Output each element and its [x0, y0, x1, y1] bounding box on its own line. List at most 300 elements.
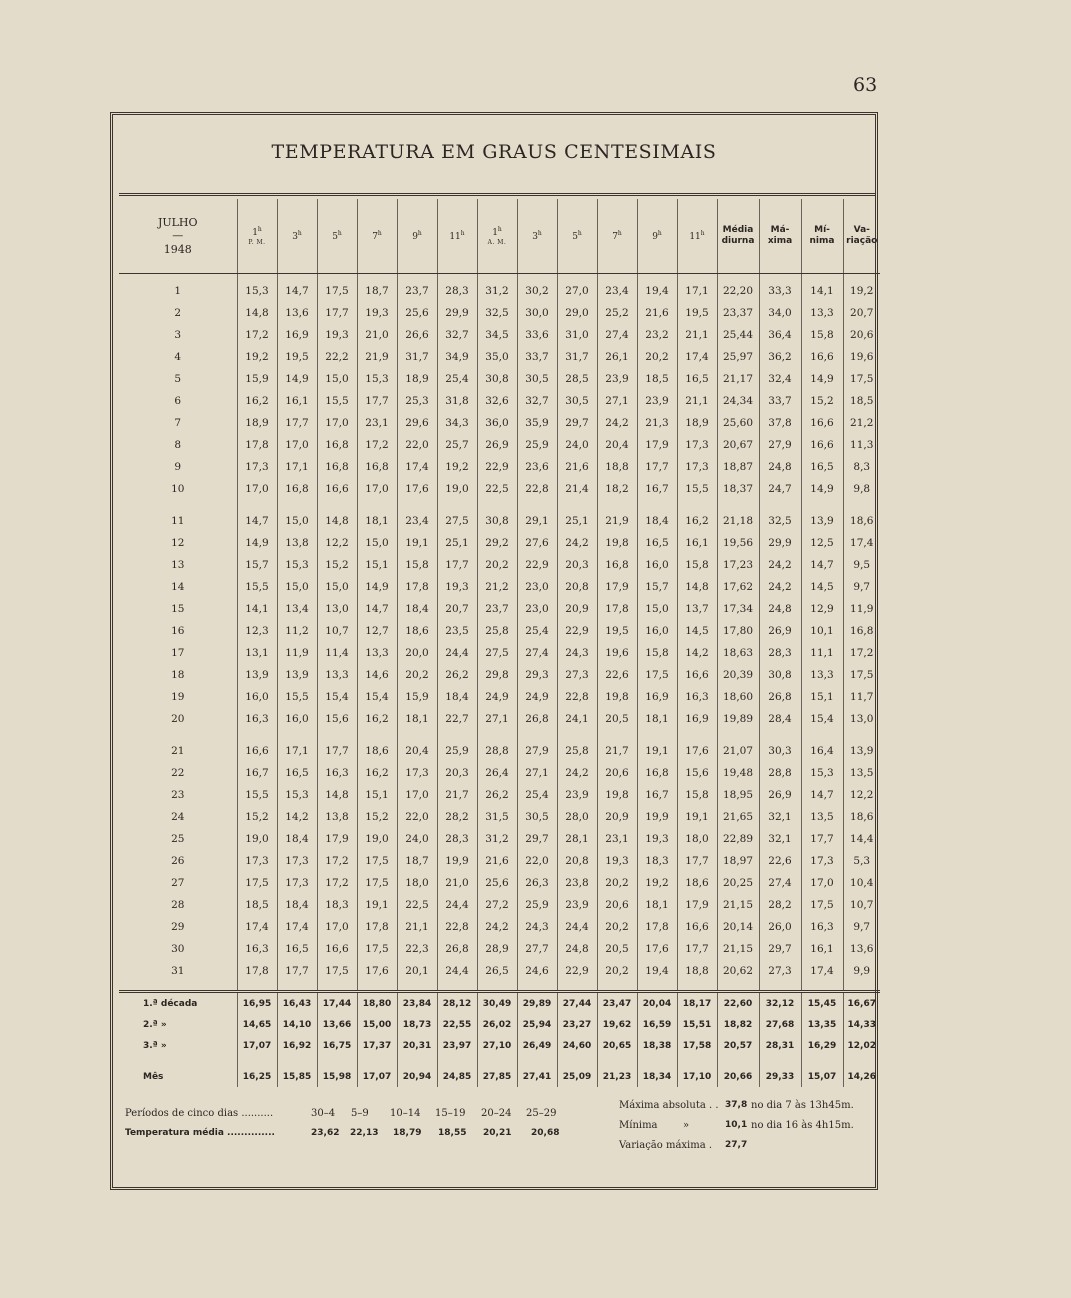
value-cell: 20,2	[477, 554, 517, 576]
day-cell: 18	[171, 669, 185, 681]
value-cell: 17,5	[357, 938, 397, 960]
value-cell: 17,6	[677, 740, 717, 762]
value-cell: 22,8	[557, 686, 597, 708]
value-cell: 16,2	[357, 708, 397, 730]
value-cell: 13,9	[237, 664, 277, 686]
value-cell: 17,7	[277, 960, 317, 982]
value-cell: 27,3	[557, 664, 597, 686]
value-cell: 16,4	[801, 740, 843, 762]
spacer-cell	[843, 982, 880, 992]
value-cell: 14,9	[277, 368, 317, 390]
value-cell: 25,8	[557, 740, 597, 762]
summary-value: 20,04	[637, 992, 677, 1015]
spacer-cell	[843, 730, 880, 740]
day-cell: 1	[174, 285, 182, 297]
value-cell: 17,3	[801, 850, 843, 872]
value-cell: 24,3	[517, 916, 557, 938]
value-cell: 17,7	[317, 302, 357, 324]
spacer-cell	[237, 1056, 277, 1066]
value-cell: 24,0	[557, 434, 597, 456]
value-cell: 22,3	[397, 938, 437, 960]
summary-value: 16,75	[317, 1035, 357, 1056]
summary-value: 17,44	[317, 992, 357, 1015]
value-cell: 17,3	[677, 456, 717, 478]
value-cell: 22,5	[477, 478, 517, 500]
summary-row	[119, 1035, 880, 1056]
value-cell: 18,6	[843, 806, 880, 828]
value-cell: 26,8	[437, 938, 477, 960]
value-cell: 17,7	[801, 828, 843, 850]
value-cell: 34,5	[477, 324, 517, 346]
value-cell: 18,97	[717, 850, 759, 872]
value-cell: 19,89	[717, 708, 759, 730]
value-cell: 24,6	[517, 960, 557, 982]
value-cell: 25,8	[477, 620, 517, 642]
value-cell: 13,3	[357, 642, 397, 664]
value-cell: 26,2	[437, 664, 477, 686]
value-cell: 17,8	[637, 916, 677, 938]
value-cell: 14,5	[801, 576, 843, 598]
value-cell: 14,8	[317, 510, 357, 532]
value-cell: 17,5	[357, 850, 397, 872]
value-cell: 17,6	[357, 960, 397, 982]
value-cell: 17,6	[397, 478, 437, 500]
value-cell: 17,7	[677, 850, 717, 872]
value-cell: 24,2	[477, 916, 517, 938]
value-cell: 18,4	[277, 828, 317, 850]
value-cell: 23,7	[397, 280, 437, 302]
spacer-cell	[557, 500, 597, 510]
value-cell: 29,8	[477, 664, 517, 686]
value-cell: 14,6	[357, 664, 397, 686]
value-cell: 20,67	[717, 434, 759, 456]
day-cell: 5	[174, 373, 182, 385]
value-cell: 14,5	[677, 620, 717, 642]
value-cell: 23,0	[517, 576, 557, 598]
spacer-cell	[357, 1056, 397, 1066]
summary-value: 20,65	[597, 1035, 637, 1056]
value-cell: 30,5	[517, 368, 557, 390]
day-cell: 7	[174, 417, 182, 429]
value-cell: 18,0	[397, 872, 437, 894]
value-cell: 21,6	[477, 850, 517, 872]
value-cell: 30,8	[477, 368, 517, 390]
value-cell: 28,3	[437, 828, 477, 850]
value-cell: 22,9	[557, 960, 597, 982]
spacer-cell	[517, 982, 557, 992]
value-cell: 13,9	[277, 664, 317, 686]
value-cell: 22,9	[477, 456, 517, 478]
summary-value: 18,38	[637, 1035, 677, 1056]
value-cell: 22,8	[517, 478, 557, 500]
value-cell: 10,7	[317, 620, 357, 642]
value-cell: 33,7	[759, 390, 801, 412]
value-cell: 15,3	[357, 368, 397, 390]
value-cell: 21,0	[437, 872, 477, 894]
summary-value: 16,59	[637, 1014, 677, 1035]
value-cell: 17,5	[843, 664, 880, 686]
value-cell: 16,7	[637, 784, 677, 806]
value-cell: 9,5	[843, 554, 880, 576]
maxima-header: Má- xima	[759, 199, 801, 274]
day-cell: 10	[171, 483, 185, 495]
value-cell: 16,3	[237, 938, 277, 960]
value-cell: 18,1	[637, 894, 677, 916]
value-cell: 19,4	[637, 960, 677, 982]
value-cell: 19,2	[437, 456, 477, 478]
table-row	[119, 642, 880, 664]
value-cell: 17,1	[277, 456, 317, 478]
value-cell: 16,5	[277, 762, 317, 784]
value-cell: 25,6	[397, 302, 437, 324]
spacer-cell	[801, 1056, 843, 1066]
value-cell: 20,9	[557, 598, 597, 620]
value-cell: 27,6	[517, 532, 557, 554]
value-cell: 30,3	[759, 740, 801, 762]
value-cell: 18,1	[637, 708, 677, 730]
value-cell: 28,2	[759, 894, 801, 916]
value-cell: 27,1	[597, 390, 637, 412]
value-cell: 19,1	[357, 894, 397, 916]
value-cell: 22,7	[437, 708, 477, 730]
day-cell: 6	[174, 395, 182, 407]
value-cell: 17,8	[597, 598, 637, 620]
spacer-cell	[397, 500, 437, 510]
summary-value: 13,66	[317, 1014, 357, 1035]
value-cell: 11,4	[317, 642, 357, 664]
spacer-cell	[357, 982, 397, 992]
value-cell: 22,6	[597, 664, 637, 686]
value-cell: 16,3	[317, 762, 357, 784]
value-cell: 13,8	[317, 806, 357, 828]
summary-value: 21,23	[597, 1066, 637, 1087]
value-cell: 21,9	[597, 510, 637, 532]
summary-value: 13,35	[801, 1014, 843, 1035]
table-row	[119, 872, 880, 894]
value-cell: 16,2	[677, 510, 717, 532]
value-cell: 24,4	[437, 894, 477, 916]
value-cell: 22,9	[517, 554, 557, 576]
value-cell: 16,0	[277, 708, 317, 730]
value-cell: 27,4	[597, 324, 637, 346]
value-cell: 30,8	[759, 664, 801, 686]
media-diurna-header: Média diurna	[717, 199, 759, 274]
table-row	[119, 434, 880, 456]
temp-media-value: 18,79	[393, 1128, 422, 1138]
value-cell: 24,2	[557, 532, 597, 554]
value-cell: 17,4	[843, 532, 880, 554]
value-cell: 21,6	[557, 456, 597, 478]
value-cell: 24,4	[437, 642, 477, 664]
value-cell: 22,9	[557, 620, 597, 642]
summary-value: 14,65	[237, 1014, 277, 1035]
value-cell: 15,8	[677, 784, 717, 806]
summary-value: 22,60	[717, 992, 759, 1015]
value-cell: 12,7	[357, 620, 397, 642]
summary-value: 30,49	[477, 992, 517, 1015]
min-ditto: »	[683, 1120, 690, 1131]
value-cell: 18,9	[397, 368, 437, 390]
spacer-cell	[801, 982, 843, 992]
period-value: 15–19	[435, 1108, 466, 1119]
value-cell: 17,0	[397, 784, 437, 806]
value-cell: 20,6	[843, 324, 880, 346]
summary-row	[119, 1014, 880, 1035]
value-cell: 29,7	[517, 828, 557, 850]
am-label: A. M.	[487, 238, 507, 246]
value-cell: 17,3	[237, 850, 277, 872]
value-cell: 29,0	[557, 302, 597, 324]
value-cell: 28,8	[477, 740, 517, 762]
spacer-cell	[843, 1056, 880, 1066]
spacer-cell	[317, 500, 357, 510]
summary-value: 14,33	[843, 1014, 880, 1035]
value-cell: 26,9	[759, 620, 801, 642]
value-cell: 17,0	[801, 872, 843, 894]
value-cell: 25,1	[557, 510, 597, 532]
value-cell: 17,5	[317, 960, 357, 982]
summary-value: 14,10	[277, 1014, 317, 1035]
value-cell: 20,2	[637, 346, 677, 368]
value-cell: 22,2	[317, 346, 357, 368]
spacer-cell	[237, 982, 277, 992]
value-cell: 23,1	[597, 828, 637, 850]
value-cell: 15,5	[677, 478, 717, 500]
value-cell: 11,3	[843, 434, 880, 456]
value-cell: 10,7	[843, 894, 880, 916]
table-row	[119, 510, 880, 532]
spacer-cell	[717, 730, 759, 740]
value-cell: 26,8	[517, 708, 557, 730]
value-cell: 17,2	[317, 872, 357, 894]
value-cell: 20,2	[397, 664, 437, 686]
value-cell: 15,3	[277, 784, 317, 806]
value-cell: 19,3	[357, 302, 397, 324]
value-cell: 16,5	[277, 938, 317, 960]
value-cell: 21,07	[717, 740, 759, 762]
value-cell: 25,60	[717, 412, 759, 434]
value-cell: 29,1	[517, 510, 557, 532]
value-cell: 24,1	[557, 708, 597, 730]
value-cell: 27,4	[517, 642, 557, 664]
value-cell: 34,9	[437, 346, 477, 368]
value-cell: 17,9	[597, 576, 637, 598]
table-row	[119, 806, 880, 828]
value-cell: 34,3	[437, 412, 477, 434]
value-cell: 23,9	[637, 390, 677, 412]
value-cell: 17,0	[277, 434, 317, 456]
decade-gap-row	[119, 500, 880, 510]
value-cell: 17,4	[677, 346, 717, 368]
value-cell: 28,1	[557, 828, 597, 850]
spacer-cell	[557, 730, 597, 740]
spacer-cell	[843, 500, 880, 510]
value-cell: 27,5	[477, 642, 517, 664]
day-cell: 29	[171, 921, 185, 933]
value-cell: 16,8	[637, 762, 677, 784]
value-cell: 18,87	[717, 456, 759, 478]
value-cell: 20,2	[597, 916, 637, 938]
value-cell: 16,6	[801, 412, 843, 434]
value-cell: 19,8	[597, 784, 637, 806]
value-cell: 25,7	[437, 434, 477, 456]
summary-value: 20,66	[717, 1066, 759, 1087]
value-cell: 17,3	[677, 434, 717, 456]
summary-value: 17,10	[677, 1066, 717, 1087]
value-cell: 15,5	[277, 686, 317, 708]
value-cell: 20,6	[597, 762, 637, 784]
value-cell: 21,0	[357, 324, 397, 346]
value-cell: 19,8	[597, 532, 637, 554]
value-cell: 15,5	[237, 784, 277, 806]
value-cell: 14,9	[801, 478, 843, 500]
value-cell: 19,2	[637, 872, 677, 894]
value-cell: 17,2	[317, 850, 357, 872]
day-cell: 27	[171, 877, 185, 889]
table-row	[119, 894, 880, 916]
value-cell: 30,0	[517, 302, 557, 324]
max-abs-when: no dia 7 às 13h45m.	[751, 1100, 854, 1111]
value-cell: 21,7	[437, 784, 477, 806]
value-cell: 21,1	[677, 324, 717, 346]
value-cell: 20,3	[557, 554, 597, 576]
value-cell: 20,4	[397, 740, 437, 762]
value-cell: 16,9	[677, 708, 717, 730]
value-cell: 15,0	[357, 532, 397, 554]
value-cell: 17,3	[397, 762, 437, 784]
value-cell: 20,5	[597, 708, 637, 730]
value-cell: 30,5	[517, 806, 557, 828]
value-cell: 25,9	[437, 740, 477, 762]
value-cell: 15,3	[237, 280, 277, 302]
table-row	[119, 456, 880, 478]
value-cell: 18,4	[437, 686, 477, 708]
value-cell: 23,1	[357, 412, 397, 434]
summary-value: 16,92	[277, 1035, 317, 1056]
value-cell: 14,7	[357, 598, 397, 620]
value-cell: 20,25	[717, 872, 759, 894]
temperature-table	[119, 199, 880, 1087]
summary-value: 15,85	[277, 1066, 317, 1087]
value-cell: 14,7	[801, 784, 843, 806]
value-cell: 25,44	[717, 324, 759, 346]
hour-header: 3$^h$	[277, 199, 317, 274]
value-cell: 17,8	[237, 960, 277, 982]
summary-value: 25,09	[557, 1066, 597, 1087]
value-cell: 9,9	[843, 960, 880, 982]
table-row	[119, 938, 880, 960]
value-cell: 19,9	[437, 850, 477, 872]
value-cell: 15,4	[317, 686, 357, 708]
spacer-cell	[517, 1056, 557, 1066]
period-value: 30–4	[311, 1108, 336, 1119]
spacer-cell	[517, 500, 557, 510]
value-cell: 25,6	[477, 872, 517, 894]
spacer-cell	[477, 500, 517, 510]
value-cell: 12,5	[801, 532, 843, 554]
value-cell: 20,6	[597, 894, 637, 916]
value-cell: 20,3	[437, 762, 477, 784]
value-cell: 17,7	[437, 554, 477, 576]
value-cell: 17,2	[357, 434, 397, 456]
value-cell: 19,48	[717, 762, 759, 784]
value-cell: 32,1	[759, 806, 801, 828]
value-cell: 27,5	[437, 510, 477, 532]
value-cell: 23,2	[637, 324, 677, 346]
value-cell: 21,4	[557, 478, 597, 500]
value-cell: 15,2	[357, 806, 397, 828]
value-cell: 18,1	[357, 510, 397, 532]
day-cell: 14	[171, 581, 185, 593]
value-cell: 17,7	[317, 740, 357, 762]
summary-value: 29,89	[517, 992, 557, 1015]
summary-value: 16,25	[237, 1066, 277, 1087]
table-row	[119, 280, 880, 302]
value-cell: 19,2	[843, 280, 880, 302]
summary-value: 23,47	[597, 992, 637, 1015]
value-cell: 28,4	[759, 708, 801, 730]
spacer-cell	[277, 1056, 317, 1066]
value-cell: 12,3	[237, 620, 277, 642]
value-cell: 19,9	[637, 806, 677, 828]
value-cell: 24,7	[759, 478, 801, 500]
value-cell: 15,5	[237, 576, 277, 598]
value-cell: 25,4	[517, 784, 557, 806]
value-cell: 11,9	[277, 642, 317, 664]
value-cell: 31,7	[397, 346, 437, 368]
value-cell: 19,56	[717, 532, 759, 554]
spacer-cell	[437, 500, 477, 510]
spacer-cell	[759, 730, 801, 740]
value-cell: 28,8	[759, 762, 801, 784]
value-cell: 31,0	[557, 324, 597, 346]
spacer-cell	[677, 1056, 717, 1066]
value-cell: 26,0	[759, 916, 801, 938]
value-cell: 18,4	[397, 598, 437, 620]
value-cell: 15,8	[677, 554, 717, 576]
day-cell: 3	[174, 329, 182, 341]
value-cell: 15,0	[277, 510, 317, 532]
value-cell: 15,1	[357, 784, 397, 806]
summary-value: 17,58	[677, 1035, 717, 1056]
summary-value: 15,45	[801, 992, 843, 1015]
value-cell: 26,9	[759, 784, 801, 806]
value-cell: 15,9	[397, 686, 437, 708]
value-cell: 21,3	[637, 412, 677, 434]
value-cell: 18,6	[843, 510, 880, 532]
value-cell: 20,2	[597, 960, 637, 982]
value-cell: 16,8	[317, 434, 357, 456]
summary-value: 27,68	[759, 1014, 801, 1035]
value-cell: 16,0	[637, 620, 677, 642]
value-cell: 32,7	[517, 390, 557, 412]
value-cell: 26,5	[477, 960, 517, 982]
table-row	[119, 324, 880, 346]
value-cell: 14,7	[277, 280, 317, 302]
value-cell: 17,23	[717, 554, 759, 576]
value-cell: 27,4	[759, 872, 801, 894]
value-cell: 18,4	[277, 894, 317, 916]
spacer-cell	[477, 730, 517, 740]
table-row	[119, 598, 880, 620]
spacer-cell	[477, 982, 517, 992]
summary-value: 16,95	[237, 992, 277, 1015]
value-cell: 16,1	[801, 938, 843, 960]
period-value: 5–9	[351, 1108, 369, 1119]
value-cell: 16,6	[317, 938, 357, 960]
value-cell: 16,6	[237, 740, 277, 762]
day-cell: 24	[171, 811, 185, 823]
